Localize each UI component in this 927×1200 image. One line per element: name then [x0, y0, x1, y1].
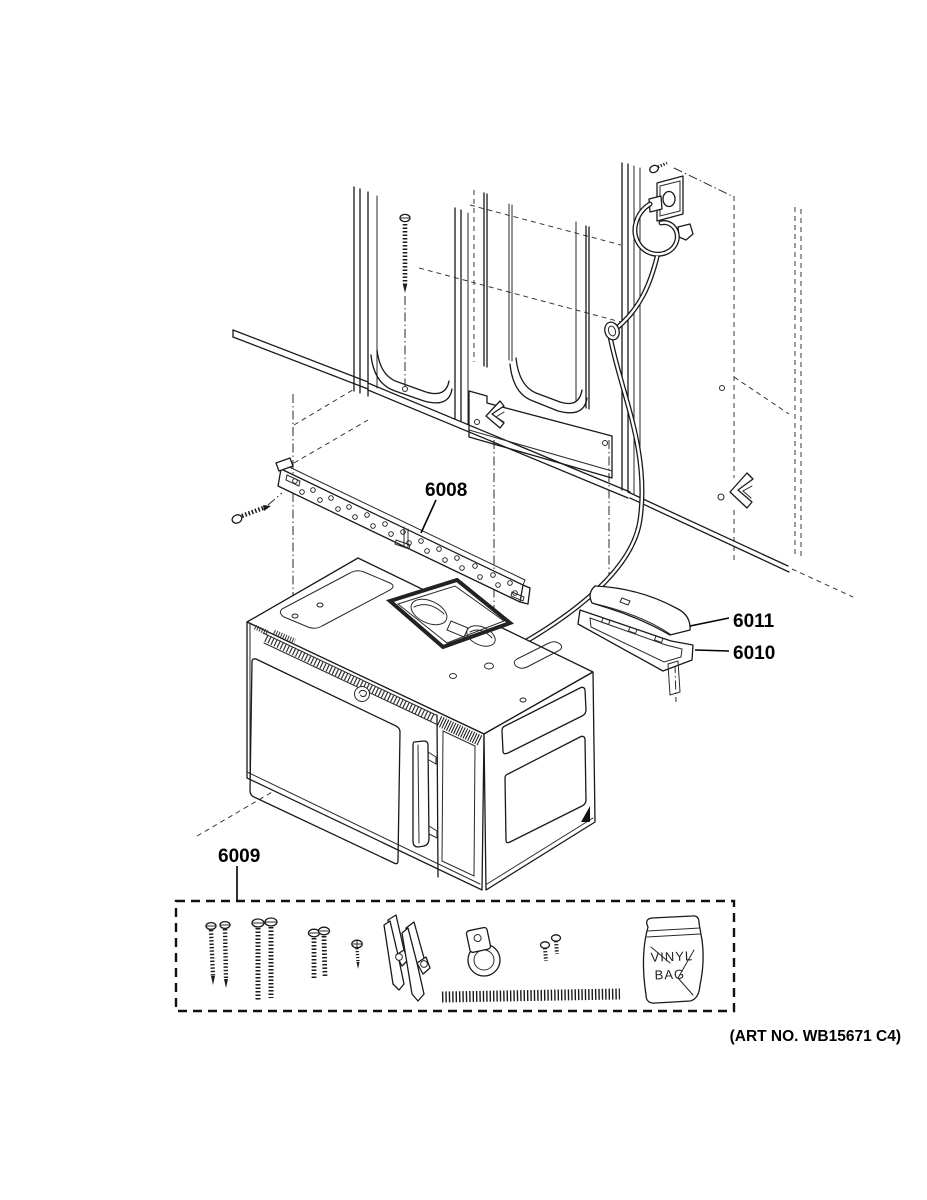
outlet-screw: [648, 163, 667, 174]
vinyl-bag: [643, 916, 703, 1003]
callout-6011: 6011: [733, 611, 775, 632]
cabinet-screw: [400, 214, 410, 391]
art-number: (ART NO. WB15671 C4): [729, 1028, 901, 1045]
callout-6008: 6008: [425, 480, 468, 501]
ge-logo-medallion: [355, 687, 370, 702]
vinyl-bag-label-line1: VINYL: [650, 948, 694, 965]
microwave-drawing: [247, 558, 595, 890]
cord-clip: [678, 224, 693, 240]
callout-6010: 6010: [733, 643, 776, 664]
cord-entry-hole: [485, 663, 494, 669]
long-mounting-bolts: [252, 918, 277, 1000]
wood-screws: [206, 922, 230, 988]
leader-6010: [695, 650, 729, 651]
coil-spring: [442, 994, 620, 997]
medium-bolts: [309, 927, 330, 979]
wall-outlet: [648, 163, 693, 240]
small-bolts: [541, 935, 561, 961]
cable-clamp: [466, 927, 500, 976]
callout-6009: 6009: [218, 846, 261, 867]
toggle-wing-in-wall: [730, 473, 753, 508]
small-screw: [352, 940, 362, 969]
toggle-anchors: [384, 915, 430, 1001]
leader-6008: [421, 500, 436, 533]
bracket-screw: [231, 493, 282, 525]
vinyl-bag-label-line2: BAG: [654, 966, 686, 983]
leader-6011: [690, 618, 729, 626]
hardware-kit-6009: [176, 901, 734, 1011]
